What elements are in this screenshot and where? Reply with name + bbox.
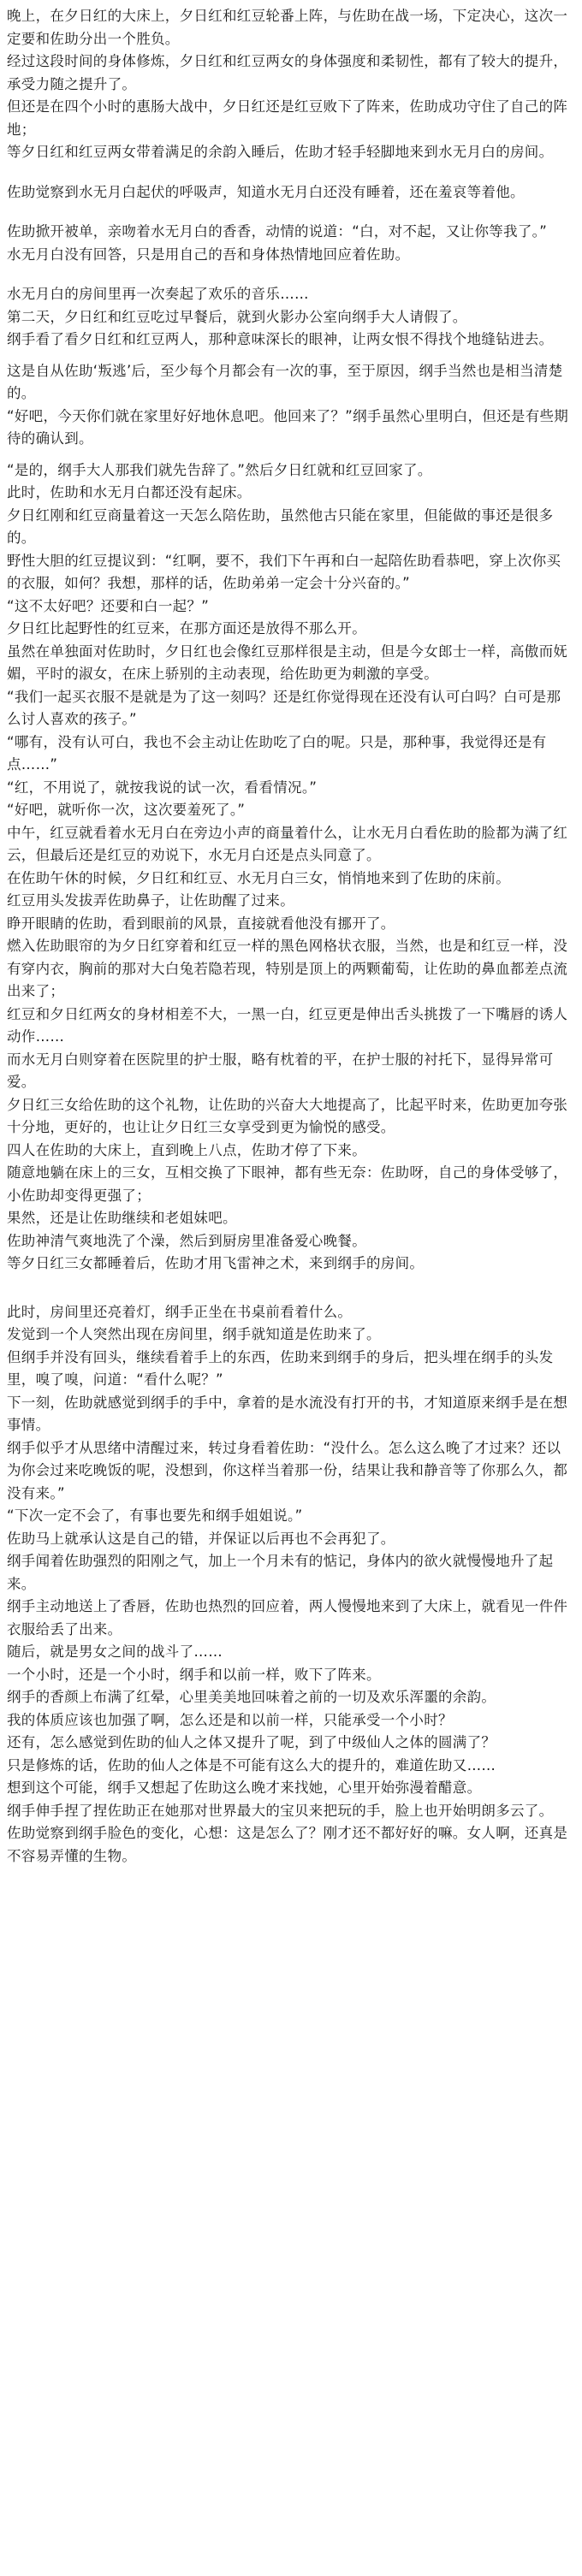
paragraph: 四人在佐助的大床上，直到晚上八点，佐助才停了下来。 bbox=[7, 1141, 366, 1158]
paragraph: 还有，怎么感觉到佐助的仙人之体又提升了呢，到了中级仙人之体的圆满了？ bbox=[7, 1734, 496, 1750]
paragraph-gap bbox=[7, 204, 573, 221]
paragraph: 夕日红三女给佐助的这个礼物，让佐助的兴奋大大地提高了，比起平时来，佐助更加夸张十分地，更好的，也让让夕日红三女享受到更为愉悦的感受。 bbox=[7, 1096, 568, 1135]
paragraph: “我们一起买衣服不是就是为了这一刻吗？还是红你觉得现在还没有认可白吗？白可是那么讨人喜欢的孩子。” bbox=[7, 688, 561, 727]
paragraph-gap bbox=[7, 164, 573, 181]
paragraph: 等夕日红三女都睡着后，佐助才用飞雷神之术，来到纲手的房间。 bbox=[7, 1255, 425, 1271]
paragraph: 只是修炼的话，佐助的仙人之体是不可能有这么大的提升的，难道佐助又…… bbox=[7, 1756, 496, 1774]
paragraph: 燃入佐助眼帘的为夕日红穿着和红豆一样的黑色网格状衣服，当然，也是和红豆一样，没有穿内衣，胸前的那对大白兔若隐若现，特别是顶上的两颗葡萄，让佐助的鼻血都差点流出来了； bbox=[7, 938, 568, 999]
paragraph: 但还是在四个小时的惠肠大战中，夕日红还是红豆败下了阵来，佐助成功守住了自己的阵地； bbox=[7, 98, 568, 138]
paragraph: 发觉到一个人突然出现在房间里，纲手就知道是佐助来了。 bbox=[7, 1326, 381, 1342]
paragraph: 纲手似乎才从思绪中清醒过来，转过身看着佐助：“没什么。怎么这么晚了才过来？还以为你会过来吃晚饭的呢，没想到，你这样当着那一份，结果让我和静音等了你那么久，都没有来。” bbox=[7, 1439, 568, 1501]
paragraph: 纲手看了看夕日红和红豆两人，那种意味深长的眼神，让两女恨不得找个地缝钻进去。 bbox=[7, 331, 554, 347]
paragraph: 而水无月白则穿着在医院里的护士服，略有枕着的平，在护士服的衬托下，显得异常可爱。 bbox=[7, 1051, 554, 1090]
paragraph: 想到这个可能，纲手又想起了佐助这么晚才来找她，心里开始弥漫着醋意。 bbox=[7, 1780, 482, 1796]
paragraph: 随意地躺在床上的三女，互相交换了下眼神，都有些无奈：佐助呀，自己的身体受够了，小佐助却变得更强了； bbox=[7, 1164, 568, 1204]
paragraph: “好吧，今天你们就在家里好好地休息吧。他回来了？”纲手虽然心里明白，但还是有些期待的确认到。 bbox=[7, 407, 569, 447]
paragraph: 水无月白的房间里再一次奏起了欢乐的音乐…… bbox=[7, 286, 309, 302]
paragraph: 佐助马上就承认这是自己的错，并保证以后再也不会再犯了。 bbox=[7, 1530, 395, 1547]
paragraph: 夕日红比起野性的红豆来，在那方面还是放得不那么开。 bbox=[7, 620, 366, 637]
paragraph: “红，不用说了，就按我说的试一次，看看情况。” bbox=[7, 779, 318, 796]
paragraph: 在佐助午休的时候，夕日红和红豆、水无月白三女，悄悄地来到了佐助的床前。 bbox=[7, 869, 510, 886]
paragraph: 第二天，夕日红和红豆吃过早餐后，就到火影办公室向纲手大人请假了。 bbox=[7, 308, 467, 325]
paragraph: 一个小时，还是一个小时，纲手和以前一样，败下了阵来。 bbox=[7, 1666, 381, 1683]
paragraph: 下一刻，佐助就感觉到纲手的手中，拿着的是水流没有打开的书，才知道原来纲手是在想事情。 bbox=[7, 1394, 568, 1433]
paragraph: 我的体质应该也加强了啊，怎么还是和以前一样，只能承受一个小时？ bbox=[7, 1711, 453, 1728]
paragraph: 纲手主动地送上了香唇，佐助也热烈的回应着，两人慢慢地来到了大床上，就看见一件件衣服给丢了出来。 bbox=[7, 1598, 568, 1637]
paragraph: 此时，佐助和水无月白都还没有起床。 bbox=[7, 484, 252, 500]
paragraph: 纲手闻着佐助强烈的阳刚之气，加上一个月未有的惦记，身体内的欲火就慢慢地升了起来。 bbox=[7, 1553, 554, 1592]
paragraph: 等夕日红和红豆两女带着满足的余韵入睡后，佐助才轻手轻脚地来到水无月白的房间。 bbox=[7, 144, 554, 160]
paragraph-gap bbox=[7, 1276, 573, 1301]
paragraph: 佐助觉察到水无月白起伏的呼吸声，知道水无月白还没有睡着，还在羞哀等着他。 bbox=[7, 183, 525, 200]
paragraph: 随后，就是男女之间的战斗了…… bbox=[7, 1643, 223, 1660]
paragraph: 纲手的香颜上布满了红晕，心里美美地回味着之前的一切及欢乐浑噩的余韵。 bbox=[7, 1689, 496, 1705]
paragraph: 果然，还是让佐助继续和老姐妹吧。 bbox=[7, 1210, 237, 1226]
paragraph: 红豆用头发拔弄佐助鼻子，让佐助醒了过来。 bbox=[7, 892, 294, 909]
paragraph: 虽然在单独面对佐助时，夕日红也会像红豆那样很是主动，但是今女郎士一样，高傲而妩媚，平时的淑女，在床上骄别的主动表现，给佐助更为刺激的享受。 bbox=[7, 643, 568, 682]
paragraph: 晚上，在夕日红的大床上，夕日红和红豆轮番上阵，与佐助在战一场，下定决心，这次一定要和佐助分出一个胜负。 bbox=[7, 8, 568, 47]
paragraph: 但纲手并没有回头，继续看着手上的东西，佐助来到纲手的身后，把头埋在纲手的头发里，嗅了嗅，问道：“看什么呢？” bbox=[7, 1348, 554, 1388]
paragraph-gap bbox=[7, 451, 573, 459]
paragraph: “好吧，就听你一次，这次要羞死了。” bbox=[7, 802, 246, 818]
paragraph: 水无月白没有回答，只是用自己的吾和身体热情地回应着佐助。 bbox=[7, 246, 410, 263]
paragraph-gap bbox=[7, 1868, 573, 1885]
paragraph: “是的，纲手大人那我们就先告辞了。”然后夕日红就和红豆回家了。 bbox=[7, 461, 432, 478]
paragraph-gap bbox=[7, 352, 573, 360]
paragraph: 红豆和夕日红两女的身材相差不大，一黑一白，红豆更是伸出舌头挑拨了一下嘴唇的诱人动作…… bbox=[7, 1005, 568, 1045]
paragraph: 睁开眼睛的佐助，看到眼前的风景，直接就看他没有挪开了。 bbox=[7, 915, 395, 932]
paragraph: 佐助神清气爽地洗了个澡，然后到厨房里准备爱心晚餐。 bbox=[7, 1232, 366, 1249]
paragraph: “下次一定不会了，有事也要先和纲手姐姐说。” bbox=[7, 1507, 303, 1524]
paragraph: 中午，红豆就看着水无月白在旁边小声的商量着什么，让水无月白看佐助的脸都为满了红云，但最后还是红豆的劝说下，水无月白还是点头同意了。 bbox=[7, 824, 568, 863]
paragraph: 佐助掀开被单，亲吻着水无月白的香香，动情的说道：“白，对不起，又让你等我了。” bbox=[7, 223, 548, 240]
paragraph: “哪有，没有认可白，我也不会主动让佐助吃了白的呢。只是，那种事，我觉得还是有点……” bbox=[7, 733, 547, 773]
paragraph: 佐助觉察到纲手脸色的变化，心想：这是怎么了？刚才还不都好好的嘛。女人啊，还真是不容易弄懂的生物。 bbox=[7, 1825, 568, 1864]
paragraph: 经过这段时间的身体修炼，夕日红和红豆两女的身体强度和柔韧性，都有了较大的提升，承受力随之提升了。 bbox=[7, 53, 568, 92]
paragraph: 野性大胆的红豆提议到：“红啊，要不，我们下午再和白一起陪佐助看恭吧，穿上次你买的衣服，如何？我想，那样的话，佐助弟弟一定会十分兴奋的。” bbox=[7, 552, 561, 591]
paragraph: 此时，房间里还亮着灯，纲手正坐在书桌前看着什么。 bbox=[7, 1303, 353, 1320]
paragraph: 这是自从佐助‘叛逃’后，至少每个月都会有一次的事，至于原因，纲手当然也是相当清楚的。 bbox=[7, 362, 563, 401]
paragraph: 夕日红刚和红豆商量着这一天怎么陪佐助，虽然他古只能在家里，但能做的事还是很多的。 bbox=[7, 506, 554, 546]
paragraph: 纲手伸手捏了捏佐助正在她那对世界最大的宝贝来把玩的手，脸上也开始明朗多云了。 bbox=[7, 1802, 554, 1819]
paragraph: “这不太好吧？还要和白一起？” bbox=[7, 597, 210, 614]
paragraph-gap bbox=[7, 266, 573, 283]
